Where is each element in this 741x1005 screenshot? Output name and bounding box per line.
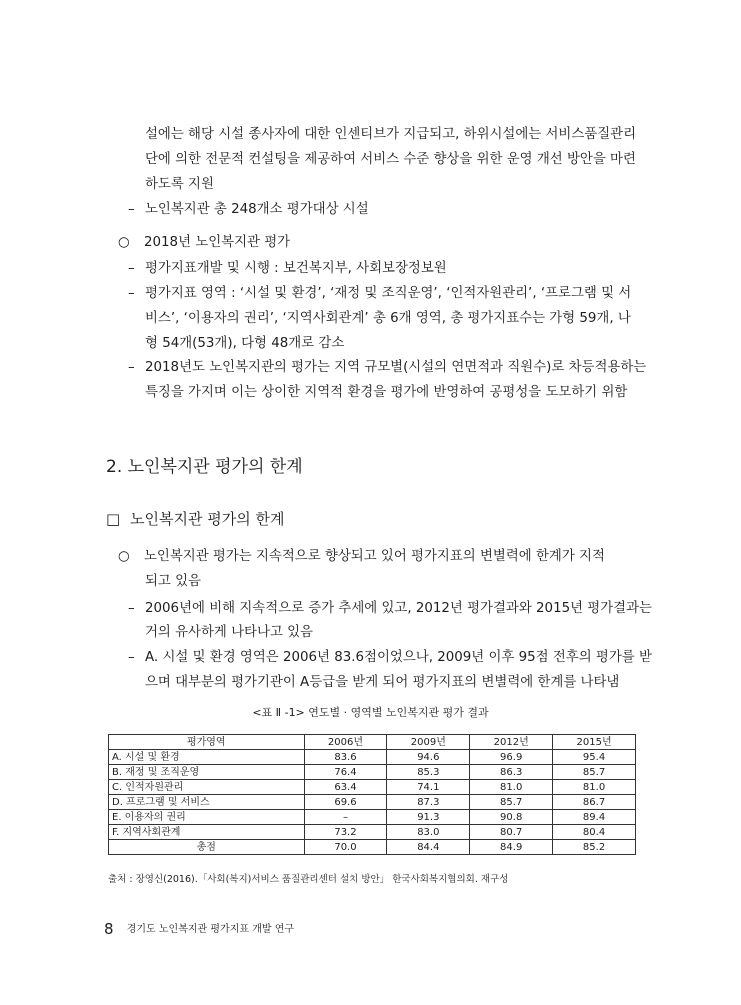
table-cell: – — [304, 810, 387, 825]
table-cell: 86.7 — [553, 795, 636, 810]
table-cell: 86.3 — [470, 765, 553, 780]
table-cell: 85.2 — [553, 840, 636, 855]
table-cell: 85.7 — [553, 765, 636, 780]
table-cell: 85.7 — [470, 795, 553, 810]
dash-marker: – — [128, 360, 135, 375]
table-cell: E. 이용자의 권리 — [109, 810, 305, 825]
table-cell: 80.4 — [553, 825, 636, 840]
body-line: 평가지표개발 및 시행 : 보건복지부, 사회보장정보원 — [145, 261, 447, 276]
table-cell: 95.4 — [553, 750, 636, 765]
page-footer — [104, 921, 294, 938]
table-cell: C. 인적자원관리 — [109, 780, 305, 795]
body-line: 설에는 해당 시설 종사자에 대한 인센티브가 지급되고, 하위시설에는 서비스품질관리 — [145, 127, 637, 142]
body-line: 2018년도 노인복지관의 평가는 지역 규모별(시설의 연면적과 직원수)로 차등적용하는 — [145, 360, 647, 375]
body-line: 노인복지관 평가는 지속적으로 향상되고 있어 평가지표의 변별력에 한계가 지적 — [144, 549, 605, 564]
dash-marker: – — [128, 202, 135, 217]
body-line: A. 시설 및 환경 영역은 2006년 83.6점이었으나, 2009년 이후 95점 전후의 평가를 받 — [145, 650, 652, 665]
table-cell: 90.8 — [470, 810, 553, 825]
circle-bullet-icon: ○ — [118, 235, 130, 250]
table-cell: 73.2 — [304, 825, 387, 840]
dash-marker: – — [128, 261, 135, 276]
body-line: 평가지표 영역 : ‘시설 및 환경’, ‘재정 및 조직운영’, ‘인적자원관리’, ‘프로그램 및 서 — [145, 286, 632, 301]
body-line: 비스’, ‘이용자의 권리’, ‘지역사회관계’ 총 6개 영역, 총 평가지표수는 가형 59개, 나 — [145, 311, 631, 326]
footer-title: 경기도 노인복지관 평가지표 개발 연구 — [126, 924, 295, 935]
body-line: 되고 있음 — [145, 574, 201, 589]
body-line: 2006년에 비해 지속적으로 증가 추세에 있고, 2012년 평가결과와 2015년 평가결과는 — [145, 601, 652, 616]
table-cell: 83.6 — [304, 750, 387, 765]
table-header-cell: 2006년 — [304, 735, 387, 750]
table-caption: <표 Ⅱ -1> 연도별 · 영역별 노인복지관 평가 결과 — [252, 706, 489, 719]
results-table — [108, 734, 636, 855]
body-line: 형 54개(53개), 다형 48개로 감소 — [145, 336, 345, 351]
dash-marker: – — [128, 650, 135, 665]
table-cell: 85.3 — [387, 765, 470, 780]
table-row — [109, 750, 636, 765]
table-header-cell: 2012년 — [470, 735, 553, 750]
body-line: 하도록 지원 — [145, 177, 214, 192]
dash-marker: – — [128, 601, 135, 616]
table-cell: 총점 — [109, 840, 305, 855]
dash-marker: – — [128, 286, 135, 301]
table-cell: 80.7 — [470, 825, 553, 840]
table-cell: 84.4 — [387, 840, 470, 855]
table-cell: F. 지역사회관계 — [109, 825, 305, 840]
table-header-cell: 2009년 — [387, 735, 470, 750]
body-line: 으며 대부분의 평가기관이 A등급을 받게 되어 평가지표의 변별력에 한계를 나타냄 — [145, 675, 620, 690]
table-row — [109, 825, 636, 840]
body-line: 특징을 가지며 이는 상이한 지역적 환경을 평가에 반영하여 공평성을 도모하기 위함 — [145, 385, 628, 400]
body-line: 단에 의한 전문적 컨설팅을 제공하여 서비스 수준 향상을 위한 운영 개선 방안을 마련 — [145, 152, 636, 167]
table-cell: 84.9 — [470, 840, 553, 855]
body-line: 노인복지관 총 248개소 평가대상 시설 — [145, 202, 369, 217]
bullet-heading: 2018년 노인복지관 평가 — [144, 235, 291, 250]
table-row — [109, 795, 636, 810]
table-row — [109, 810, 636, 825]
table-cell: 70.0 — [304, 840, 387, 855]
body-line: 거의 유사하게 나타나고 있음 — [145, 625, 313, 640]
table-header-row — [109, 735, 636, 750]
page-number: 8 — [104, 920, 114, 938]
table-cell: 81.0 — [470, 780, 553, 795]
table-cell: 94.6 — [387, 750, 470, 765]
table-source: 출처 : 장영신(2016).「사회(복지)서비스 품질관리센터 설치 방안」 한국사회복지협의회. 재구성 — [108, 874, 509, 885]
section-title: 2. 노인복지관 평가의 한계 — [106, 457, 303, 477]
table-cell: 89.4 — [553, 810, 636, 825]
table-cell: 96.9 — [470, 750, 553, 765]
table-cell: 76.4 — [304, 765, 387, 780]
table-row — [109, 780, 636, 795]
table-total-row — [109, 840, 636, 855]
table-cell: 74.1 — [387, 780, 470, 795]
table-cell: 87.3 — [387, 795, 470, 810]
table-cell: 63.4 — [304, 780, 387, 795]
table-cell: A. 시설 및 환경 — [109, 750, 305, 765]
table-cell: 83.0 — [387, 825, 470, 840]
table-cell: 81.0 — [553, 780, 636, 795]
circle-bullet-icon: ○ — [118, 549, 130, 564]
table-cell: B. 재정 및 조직운영 — [109, 765, 305, 780]
table-header-cell: 평가영역 — [109, 735, 305, 750]
table-header-cell: 2015년 — [553, 735, 636, 750]
square-bullet-icon: □ — [106, 510, 121, 528]
table-cell: 91.3 — [387, 810, 470, 825]
table-row — [109, 765, 636, 780]
subsection-title: 노인복지관 평가의 한계 — [130, 510, 285, 528]
table-cell: D. 프로그램 및 서비스 — [109, 795, 305, 810]
table-cell: 69.6 — [304, 795, 387, 810]
